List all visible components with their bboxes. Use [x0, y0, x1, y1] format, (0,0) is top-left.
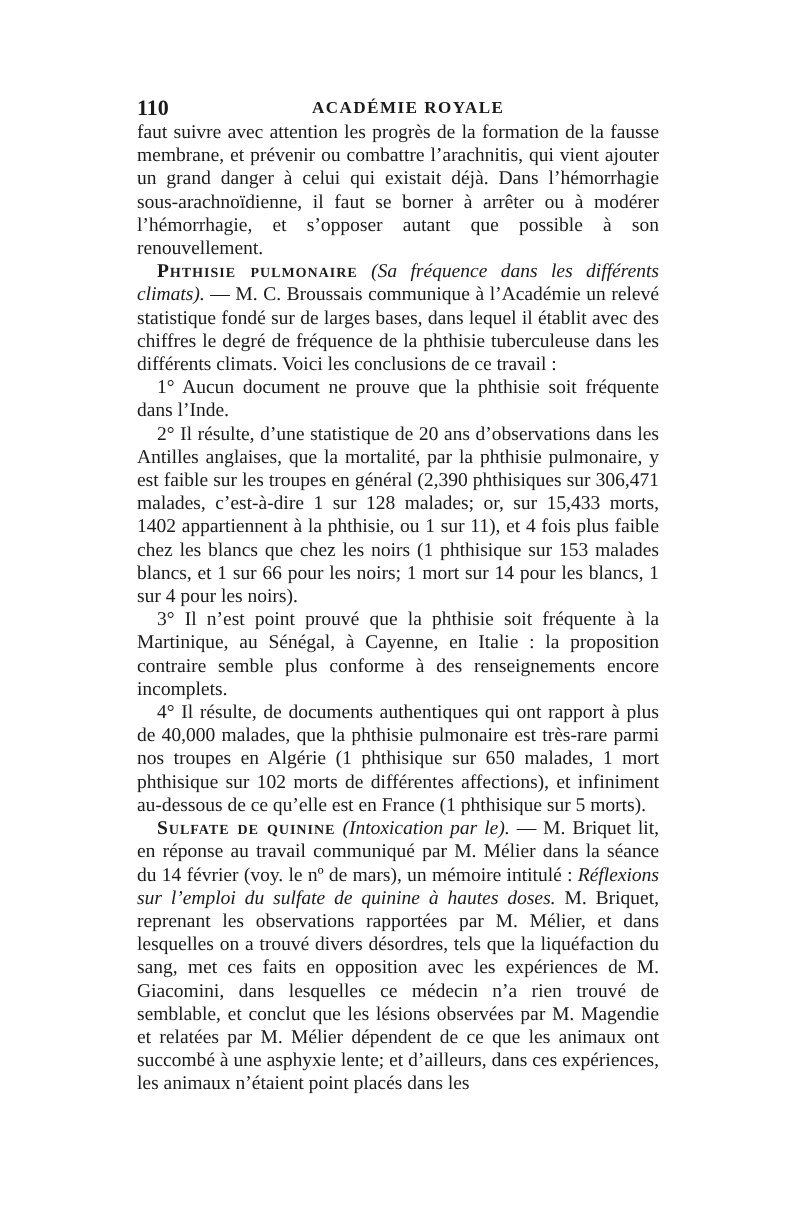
section-body-sulfate-1: — M. Briquet lit, en réponse au travail communiqué par M. Mélier dans la séance du 14 février (voy. le nº de mars), un mémoire intitulé :: [137, 818, 659, 886]
conclusions-list: [137, 376, 659, 817]
section-heading-sulfate: Sulfate de quinine: [157, 818, 336, 840]
body-text: [137, 121, 659, 1096]
section-subheading-phthisie: (Sa fréquence dans les différents climats).: [137, 261, 659, 306]
section-sulfate: [137, 817, 659, 1095]
page-number: 110: [137, 95, 169, 120]
conclusion-2: 2° Il résulte, d’une statistique de 20 ans d’observations dans les Antilles anglaises, que la mortalité, par la phthisie pulmonaire, y est faible sur les troupes en général (2,390 phthisiques sur 306,471 malades, c’est-à-dire 1 sur 128 malades; or, sur 15,433 morts, 1402 appartiennent à la phthisie, ou 1 sur 11), et 4 fois plus faible chez les blancs que chez les noirs (1 phthisique sur 153 malades blancs, et 1 sur 66 pour les noirs; 1 mort sur 14 pour les blancs, 1 sur 4 pour les noirs).: [137, 423, 659, 608]
section-subheading-sulfate: (Intoxication par le).: [342, 818, 510, 840]
memoir-title: Réflexions sur l’emploi du sulfate de quinine à hautes doses.: [137, 864, 660, 909]
paragraph-hemorrhagie: faut suivre avec attention les progrès de la formation de la fausse membrane, et prévenir ou combattre l’arachnitis, qui vient ajouter un grand danger à celui qui existait déjà. Dans l’hémorrhagie sous-arachnoïdienne, il faut se borner à arrêter ou à modérer l’hémorrhagie, et s’opposer autant que possible à son renouvellement.: [137, 122, 659, 260]
section-body-sulfate-2: M. Briquet, reprenant les observations rapportées par M. Mélier, et dans lesquelles on a trouvé divers désordres, tels que la liquéfaction du sang, met ces faits en opposition avec les expériences de M. Giacomini, dans lesquelles ce médecin n’a rien trouvé de semblable, et conclut que les lésions observées par M. Magendie et relatées par M. Mélier dépendent de ce que les animaux ont succombé à une asphyxie lente; et d’ailleurs, dans ces expériences, les animaux n’étaient point placés dans les: [137, 887, 659, 1095]
section-body-phthisie: — M. C. Broussais communique à l’Académie un relevé statistique fondé sur de larges bases, dans lequel il établit avec des chiffres le degré de fréquence de la phthisie tuberculeuse dans les différents climats. Voici les conclusions de ce travail :: [137, 284, 659, 376]
running-title: ACADÉMIE ROYALE: [312, 98, 505, 117]
document-page: [137, 95, 659, 1096]
conclusion-1: 1° Aucun document ne prouve que la phthisie soit fréquente dans l’Inde.: [137, 377, 659, 422]
section-heading-phthisie: Phthisie pulmonaire: [157, 261, 358, 283]
section-phthisie: [137, 260, 659, 376]
conclusion-3: 3° Il n’est point prouvé que la phthisie soit fréquente à la Martinique, au Sénégal, à Cayenne, en Italie : la proposition contraire semble plus conforme à des renseignements encore incomplets.: [137, 609, 659, 700]
conclusion-4: 4° Il résulte, de documents authentiques qui ont rapport à plus de 40,000 malades, que la phthisie pulmonaire est très-rare parmi nos troupes en Algérie (1 phthisique sur 650 malades, 1 mort phthisique sur 102 morts de différentes affections), et infiniment au-dessous de ce qu’elle est en France (1 phthisique sur 5 morts).: [137, 702, 659, 816]
page-header: [137, 95, 659, 121]
